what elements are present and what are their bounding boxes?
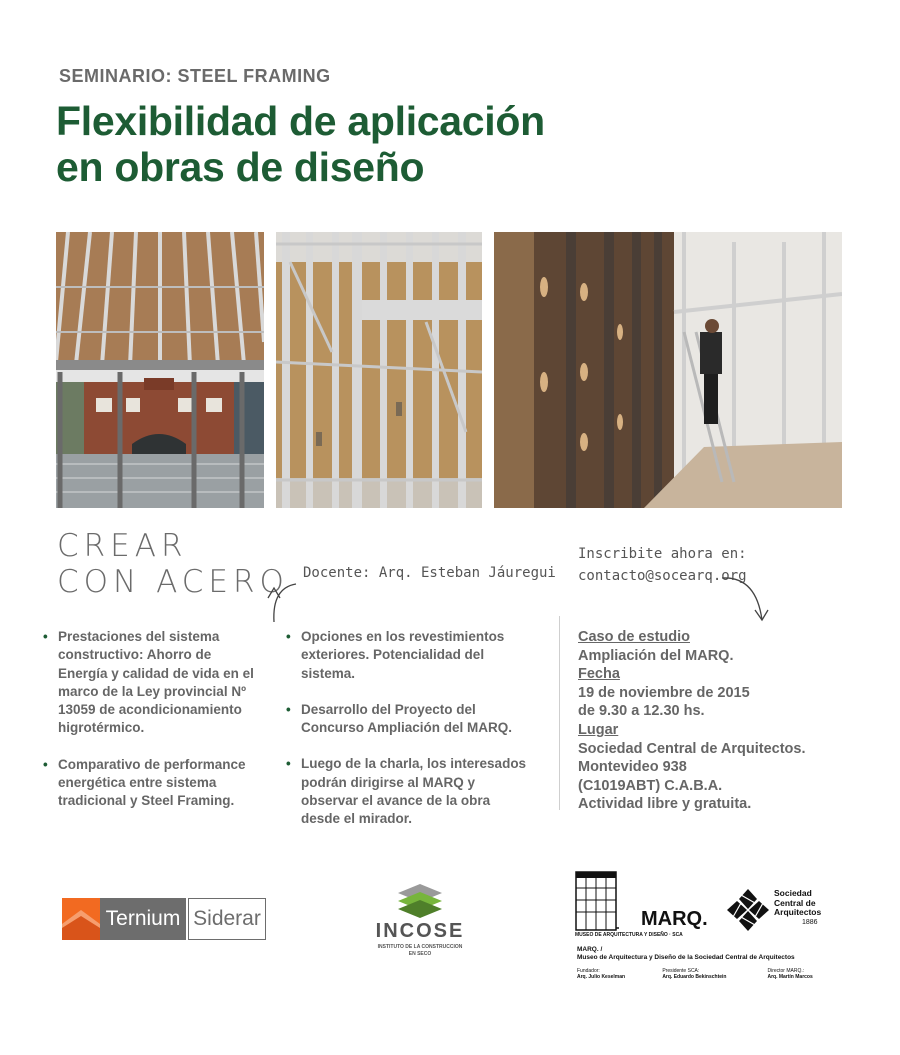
place-line-4: Actividad libre y gratuita. bbox=[578, 796, 752, 813]
slogan bbox=[57, 528, 289, 600]
sca-emblem-icon bbox=[727, 889, 769, 931]
marq-title-1: MARQ. / bbox=[577, 946, 603, 953]
title-line-1: Flexibilidad de aplicación bbox=[56, 98, 545, 144]
ternium-wordmark: Ternium bbox=[100, 898, 186, 940]
curved-arrow-icon bbox=[716, 572, 772, 628]
list-item: • Desarrollo del Proyecto del Concurso Ampliación del MARQ. bbox=[286, 701, 513, 736]
bullet-icon: • bbox=[43, 756, 48, 772]
place-label: Lugar bbox=[578, 721, 619, 738]
bullet-icon: • bbox=[43, 629, 48, 644]
siderar-wordmark: Siderar bbox=[188, 898, 266, 940]
signup-line-1: Inscribite ahora en: bbox=[578, 546, 747, 562]
ternium-siderar-logo bbox=[62, 898, 266, 940]
place-line-2: Montevideo 938 bbox=[578, 759, 687, 776]
photo-ceiling-structure bbox=[56, 232, 264, 508]
sca-logo bbox=[727, 887, 837, 933]
marq-wordmark: MARQ. bbox=[641, 908, 708, 930]
date-line-2: de 9.30 a 12.30 hs. bbox=[578, 703, 705, 720]
marq-wordmark-subtitle: MUSEO DE ARQUITECTURA Y DISEÑO · SCA bbox=[575, 932, 683, 938]
sca-year: 1886 bbox=[802, 919, 818, 926]
bullets-column-1 bbox=[43, 628, 261, 829]
list-item: • Comparativo de performance energética entre sistema tradicional y Steel Framing. bbox=[43, 756, 246, 809]
event-details bbox=[578, 628, 805, 814]
bullet-icon: • bbox=[286, 756, 291, 772]
title-line-2: en obras de diseño bbox=[56, 144, 425, 190]
credit-director: Director MARQ.: Arq. Martín Marcos bbox=[767, 968, 813, 980]
photo-steel-framing bbox=[276, 232, 482, 508]
incose-logo bbox=[372, 884, 468, 964]
incose-wordmark: INCOSE bbox=[375, 920, 465, 942]
credits-row bbox=[577, 968, 827, 980]
column-divider bbox=[559, 616, 560, 810]
incose-stack-icon bbox=[396, 884, 444, 918]
place-line-3: (C1019ABT) C.A.B.A. bbox=[578, 777, 723, 794]
case-label: Caso de estudio bbox=[578, 629, 690, 645]
curved-arrow-icon bbox=[262, 578, 302, 628]
page-title bbox=[56, 98, 545, 190]
slogan-line-2: CON ACERO bbox=[57, 564, 289, 600]
incose-subtitle-1: INSTITUTO DE LA CONSTRUCCION bbox=[377, 944, 463, 950]
list-item: • Luego de la charla, los interesados podrán dirigirse al MARQ y observar el avance de la obra desde el mirador. bbox=[286, 756, 527, 827]
date-label: Fecha bbox=[578, 666, 620, 683]
marq-credits bbox=[577, 946, 827, 980]
place-line-1: Sociedad Central de Arquitectos. bbox=[578, 740, 806, 757]
date-line-1: 19 de noviembre de 2015 bbox=[578, 684, 750, 701]
incose-subtitle-2: EN SECO bbox=[408, 951, 432, 957]
list-item: • Opciones en los revestimientos exteriores. Potencialidad del sistema. bbox=[286, 629, 505, 681]
credit-founder: Fundador: Arq. Julio Keselman bbox=[577, 968, 626, 980]
marq-building-icon bbox=[575, 870, 619, 932]
docente-label: Docente: Arq. Esteban Jáuregui bbox=[303, 565, 556, 581]
seminar-eyebrow: SEMINARIO: STEEL FRAMING bbox=[59, 66, 331, 86]
ternium-mark-icon bbox=[62, 898, 100, 940]
sca-name: Sociedad Central de Arquitectos bbox=[774, 888, 822, 917]
credit-president: Presidente SCA: Arq. Eduardo Bekinschtein bbox=[662, 968, 727, 980]
list-item: • Prestaciones del sistema constructivo: Ahorro de Energía y calidad de vida en el marco de la Ley provincial Nº 13059 de acondicionamiento higrotérmico. bbox=[43, 629, 254, 736]
case-value: Ampliación del MARQ. bbox=[578, 647, 734, 664]
bullets-column-2 bbox=[286, 628, 532, 847]
photo-worker-ladder bbox=[494, 232, 842, 508]
slogan-line-1: CREAR bbox=[57, 528, 188, 564]
marq-title-2: Museo de Arquitectura y Diseño de la Sociedad Central de Arquitectos bbox=[577, 954, 795, 961]
bullet-icon: • bbox=[286, 701, 291, 717]
marq-logo bbox=[575, 870, 710, 938]
bullet-icon: • bbox=[286, 629, 291, 644]
signup-email-link[interactable]: contacto@socearq.org bbox=[578, 568, 747, 584]
